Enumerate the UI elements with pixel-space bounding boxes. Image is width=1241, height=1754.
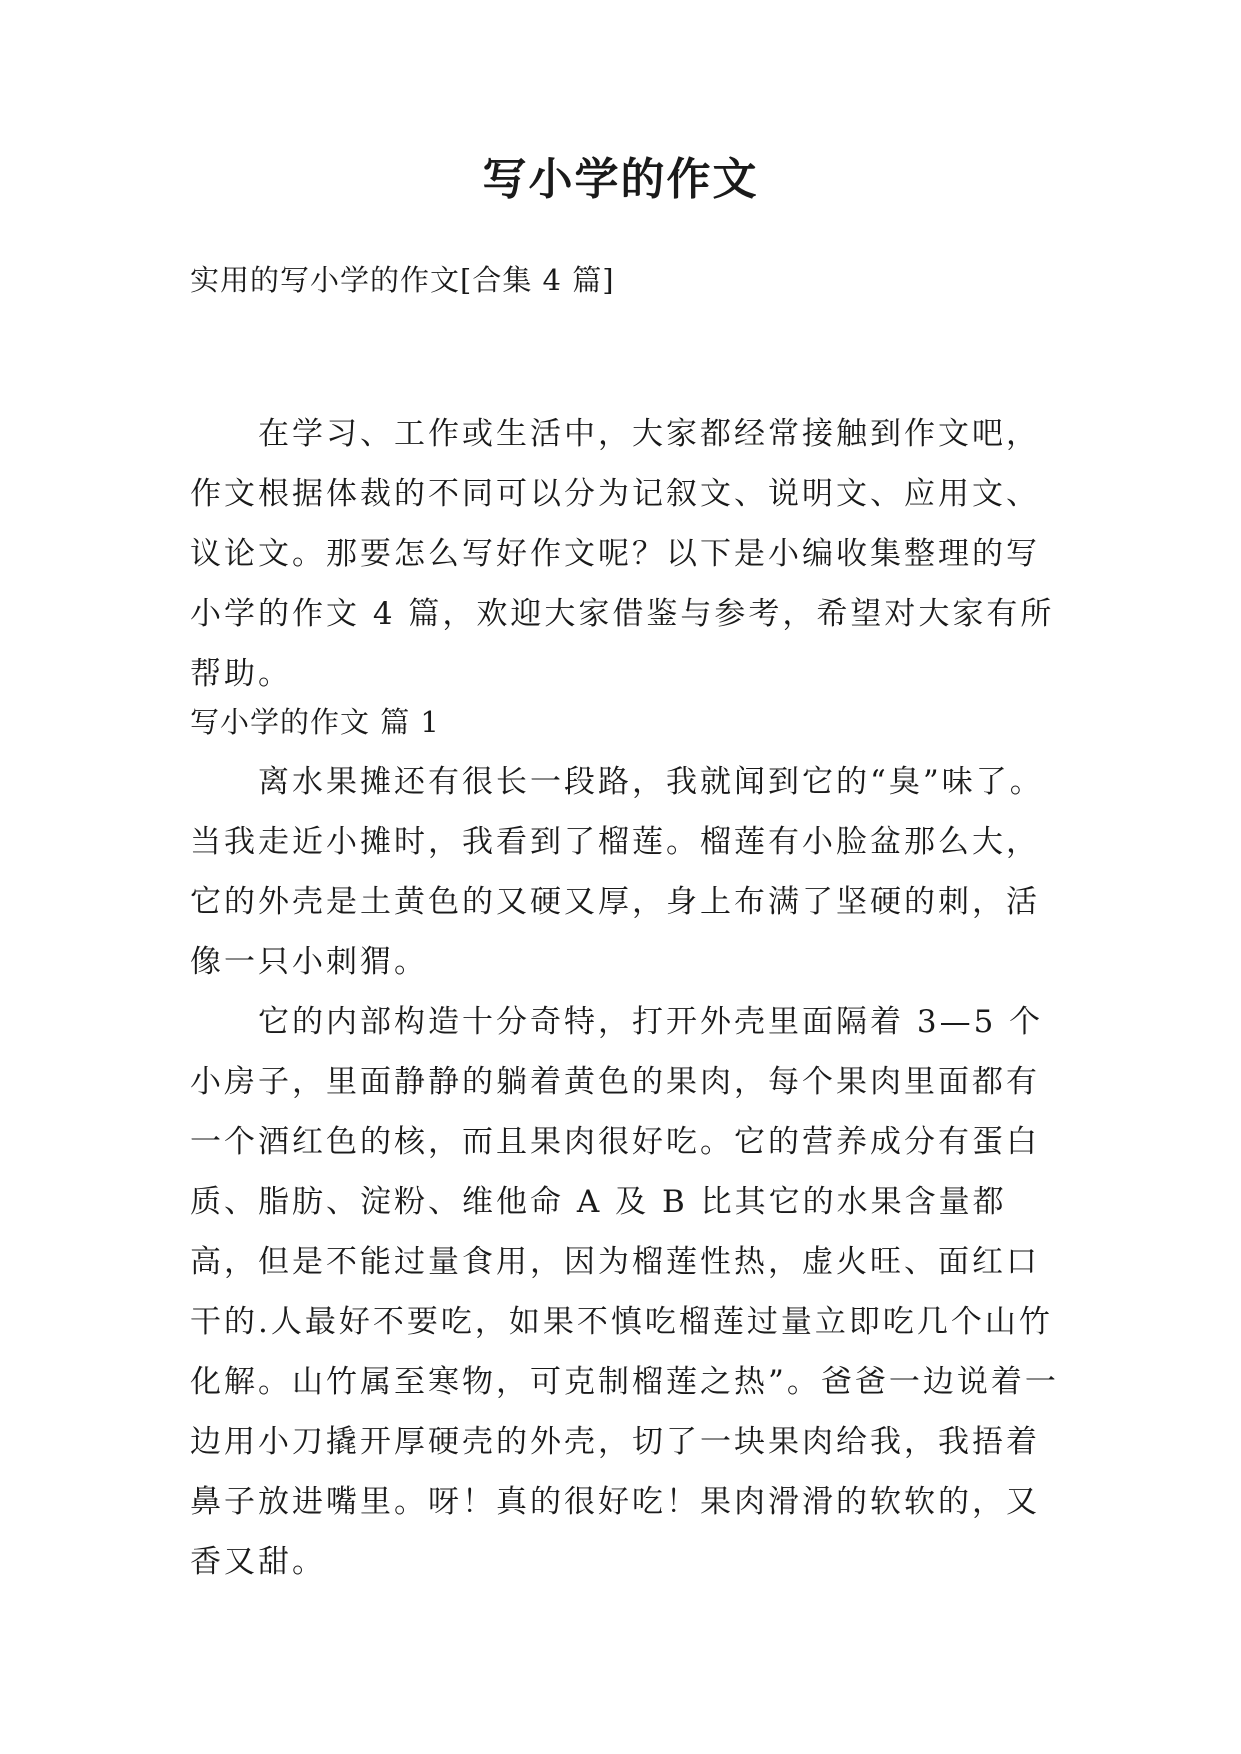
document-title: 写小学的作文	[482, 154, 759, 205]
intro-paragraph: 在学习、工作或生活中，大家都经常接触到作文吧，作文根据体裁的不同可以分为记叙文、说明文、应用文、议论文。那要怎么写好作文呢？以下是小编收集整理的写小学的作文 4 篇，欢迎大家借鉴与参考，希望对大家有所帮助。	[190, 416, 1055, 692]
document-subtitle: 实用的写小学的作文[合集 4 篇]	[190, 263, 615, 297]
body-paragraph: 它的内部构造十分奇特，打开外壳里面隔着 3—5 个小房子，里面静静的躺着黄色的果肉，每个果肉里面都有一个酒红色的核，而且果肉很好吃。它的营养成分有蛋白质、脂肪、淀粉、维他命 A 及 B 比其它的水果含量都高，但是不能过量食用，因为榴莲性热，虚火旺、面红口干的.人最好不要吃，如果不慎吃榴莲过量立即吃几个山竹化解。山竹属至寒物，可克制榴莲之热”。爸爸一边说着一边用小刀撬开厚硬壳的外壳，切了一块果肉给我，我捂着鼻子放进嘴里。呀！真的很好吃！果肉滑滑的软软的，又香又甜。	[190, 1004, 1059, 1580]
section-heading: 写小学的作文 篇 1	[190, 705, 440, 739]
body-paragraph: 离水果摊还有很长一段路，我就闻到它的“臭”味了。当我走近小摊时，我看到了榴莲。榴莲有小脸盆那么大，它的外壳是土黄色的又硬又厚，身上布满了坚硬的刺，活像一只小刺猬。	[190, 764, 1044, 980]
section-body	[190, 752, 1070, 1592]
